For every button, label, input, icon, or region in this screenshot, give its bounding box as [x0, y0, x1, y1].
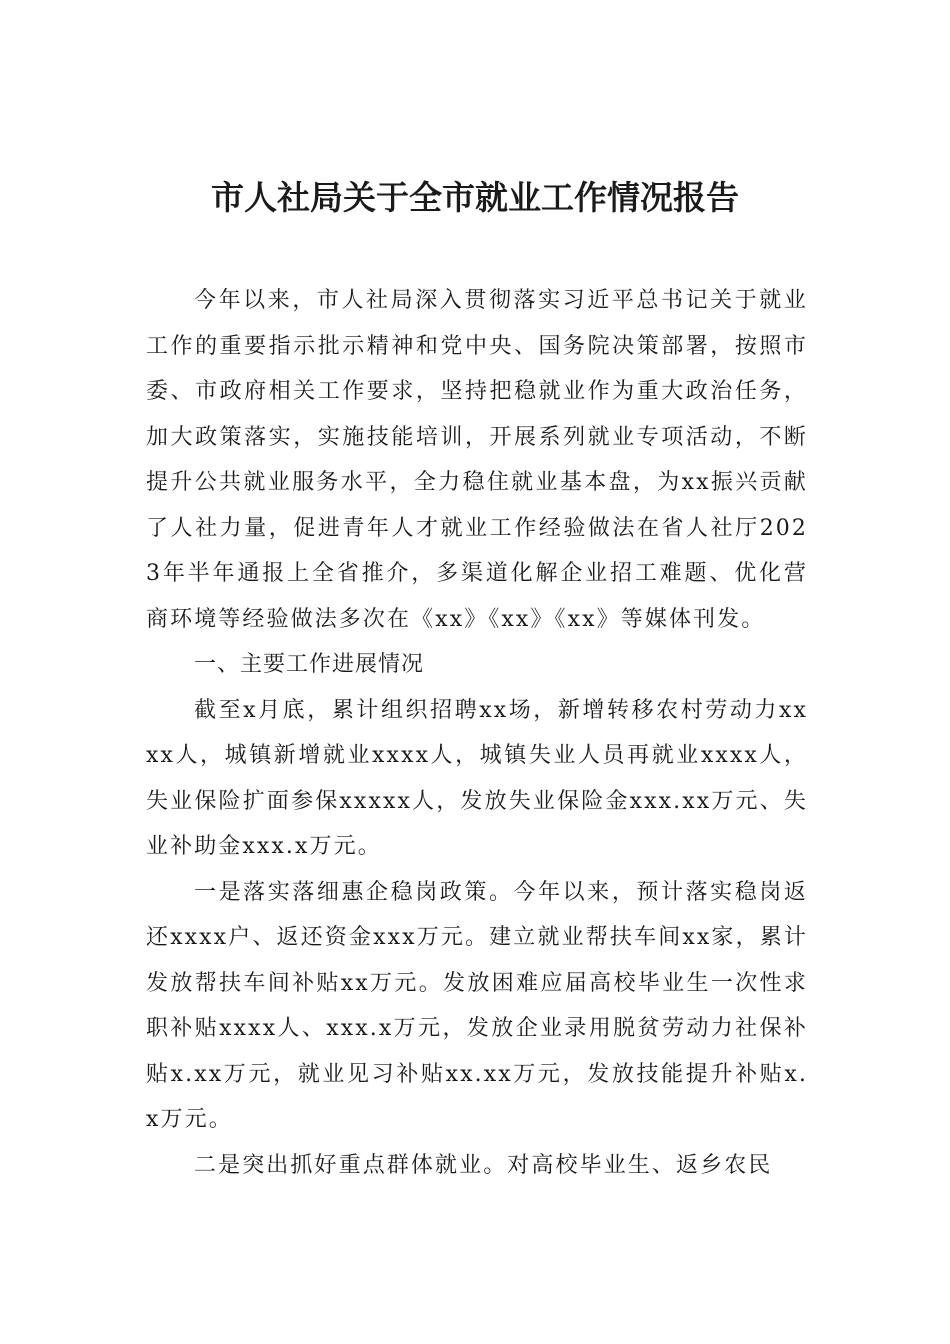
document-body — [146, 278, 808, 1188]
progress-paragraph: 截至x月底，累计组织招聘xx场，新增转移农村劳动力xxxx人，城镇新增就业xxxx人，城镇失业人员再就业xxxx人，失业保险扩面参保xxxxx人，发放失业保险金xxx.xx万元、失业补助金xxx.x万元。 — [146, 697, 808, 859]
section-heading-main-progress: 一、主要工作进展情况 — [194, 652, 425, 677]
document-title: 市人社局关于全市就业工作情况报告 — [211, 178, 739, 217]
point-one-paragraph: 一是落实落细惠企稳岗政策。今年以来，预计落实稳岗返还xxxx户、返还资金xxx万元。建立就业帮扶车间xx家，累计发放帮扶车间补贴xx万元。发放困难应届高校毕业生一次性求职补贴xxxx人、xxx.x万元，发放企业录用脱贫劳动力社保补贴x.xx万元，就业见习补贴xx.xx万元，发放技能提升补贴x.x万元。 — [146, 879, 808, 1132]
intro-paragraph: 今年以来，市人社局深入贯彻落实习近平总书记关于就业工作的重要指示批示精神和党中央、国务院决策部署，按照市委、市政府相关工作要求，坚持把稳就业作为重大政治任务，加大政策落实，实施技能培训，开展系列就业专项活动，不断提升公共就业服务水平，全力稳住就业基本盘，为xx振兴贡献了人社力量，促进青年人才就业工作经验做法在省人社厅2023年半年通报上全省推介，多渠道化解企业招工难题、优化营商环境等经验做法多次在《xx》《xx》《xx》等媒体刊发。 — [146, 288, 808, 632]
point-two-paragraph: 二是突出抓好重点群体就业。对高校毕业生、返乡农民 — [194, 1152, 773, 1178]
